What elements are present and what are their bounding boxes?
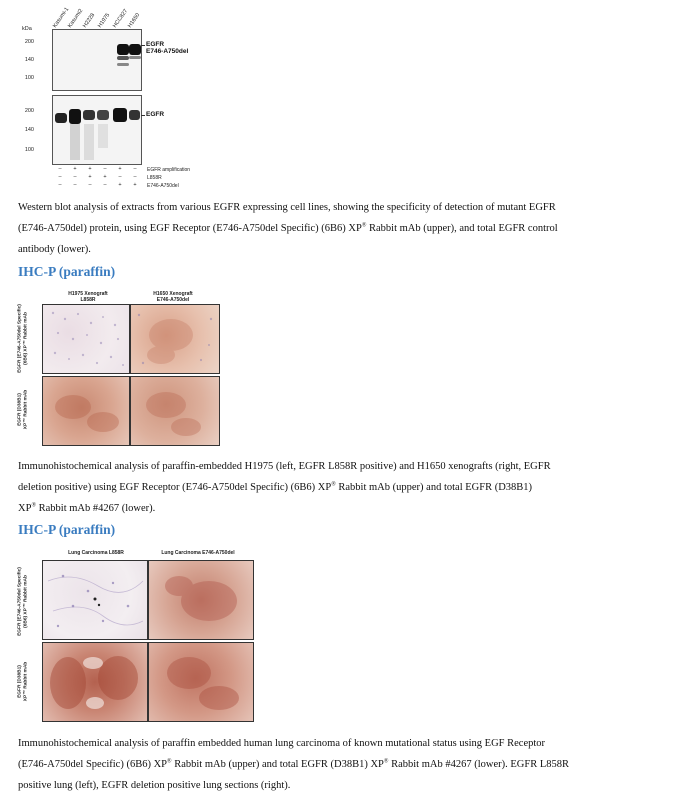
column-title: [133, 291, 213, 303]
row-title-text: [18, 304, 29, 374]
row-title-line: (6B6) XP™ Rabbit mAb: [23, 312, 28, 365]
caption-text: Rabbit mAb #4267 (lower). EGFR L858R: [388, 759, 569, 770]
condition-sign: –: [58, 174, 62, 180]
marker-140-lower: 140: [24, 127, 34, 133]
condition-sign: +: [88, 174, 92, 180]
caption-line: [18, 498, 663, 519]
row-title-line: EGFR (E746-A750del Specific): [17, 304, 23, 373]
caption-line: Western blot analysis of extracts from various EGFR expressing cell lines, showing the specificity of detection of mutant EGFR: [18, 202, 556, 213]
caption-line: [18, 754, 668, 775]
upper-band-label: [146, 41, 188, 55]
kda-label: kDa: [22, 26, 32, 32]
lane-label: Kasumi2: [67, 8, 85, 30]
caption-text: Rabbit mAb (upper) and total EGFR (D38B1): [335, 482, 533, 493]
band-pointer: [141, 45, 145, 46]
band: [69, 109, 81, 124]
ihc2-caption: [18, 733, 668, 796]
condition-sign: –: [73, 182, 77, 188]
registered-mark: ®: [331, 481, 336, 488]
condition-sign: –: [133, 174, 137, 180]
caption-line: [18, 218, 663, 239]
tissue-texture: [43, 377, 129, 445]
caption-text: (E746-A750del Specific) (6B6) XP: [18, 759, 168, 770]
column-title: Lung Carcinoma E746-A750del: [161, 550, 235, 556]
ihc2-figure: [18, 546, 258, 722]
condition-sign: –: [118, 174, 122, 180]
lane-label: H1650: [127, 12, 142, 29]
caption-line: antibody (lower).: [18, 244, 91, 255]
row-title-line: XP™ Rabbit mAb: [23, 389, 28, 430]
column-title-line: H1650 Xenograft: [153, 291, 193, 297]
row-title-line: EGFR (D38B1): [17, 665, 23, 698]
caption-text: deletion positive) using EGF Receptor (E746-A750del Specific) (6B6) XP: [18, 482, 332, 493]
tissue-texture: [131, 377, 219, 445]
lane-label: H1975: [97, 12, 112, 29]
condition-sign: –: [103, 166, 107, 172]
upper-band-label-line: E746-A750del: [146, 48, 189, 55]
tissue-texture: [43, 643, 147, 721]
upper-blot: [52, 29, 142, 91]
condition-sign: –: [103, 182, 107, 188]
column-title-line: H1975 Xenograft: [68, 291, 108, 297]
column-title: Lung Carcinoma L858R: [68, 550, 124, 556]
band: [117, 63, 129, 66]
registered-mark: ®: [383, 758, 389, 765]
lower-band-label: EGFR: [146, 111, 165, 118]
ihc-image-h1650-upper: [130, 304, 220, 374]
caption-line: Immunohistochemical analysis of paraffin-embedded H1975 (left, EGFR L858R positive) and H1650 xenografts (right, EGFR: [18, 461, 551, 472]
marker-100-upper: 100: [24, 75, 34, 81]
caption-text: Rabbit mAb #4267 (lower).: [36, 503, 156, 514]
ihc-image-l858r-lower: [42, 642, 148, 722]
row-title-text: [18, 640, 29, 724]
tissue-texture: [149, 561, 253, 639]
registered-mark: ®: [31, 502, 36, 509]
smear: [98, 124, 108, 148]
condition-sign: +: [88, 166, 92, 172]
band: [129, 56, 141, 59]
row-title-text: [18, 375, 29, 445]
caption-line: Immunohistochemical analysis of paraffin embedded human lung carcinoma of known mutational status using EGF Receptor: [18, 738, 546, 749]
condition-sign: +: [118, 166, 122, 172]
band-pointer: [141, 115, 145, 116]
condition-sign: –: [58, 166, 62, 172]
upper-blot-bands: [53, 30, 141, 90]
row-title-line: (6B6) XP™ Rabbit mAb: [23, 575, 28, 628]
lane-label: Kasumi-1: [52, 6, 71, 29]
row-title-line: XP™ Rabbit mAb: [23, 661, 28, 702]
band: [129, 110, 140, 120]
marker-200-lower: 200: [24, 108, 34, 114]
ihc-image-l858r-upper: [42, 560, 148, 640]
condition-sign: –: [73, 174, 77, 180]
ihc-image-h1650-lower: [130, 376, 220, 446]
tissue-texture: [149, 643, 253, 721]
band: [113, 108, 127, 122]
row-title-line: EGFR (D38B1): [17, 393, 23, 426]
western-blot-figure: [0, 0, 673, 200]
band: [55, 113, 67, 123]
registered-mark: ®: [361, 222, 367, 229]
marker-100-lower: 100: [24, 147, 34, 153]
lane-label: HCC827: [112, 8, 130, 30]
condition-sign: –: [88, 182, 92, 188]
row-title-line: EGFR (E746-A750del Specific): [17, 567, 23, 636]
ihc-image-e746-upper: [148, 560, 254, 640]
smear: [70, 124, 80, 160]
row-title-text: [18, 560, 29, 644]
marker-200-upper: 200: [24, 39, 34, 45]
tissue-texture: [43, 305, 129, 373]
ihc1-caption: [18, 456, 663, 519]
column-title-line: E746-A750del: [156, 297, 190, 303]
caption-line: positive lung (left), EGFR deletion positive lung sections (right).: [18, 780, 291, 791]
ihc-image-h1975-upper: [42, 304, 130, 374]
lower-blot-bands: [53, 96, 141, 164]
smear: [84, 124, 94, 160]
condition-sign: –: [58, 182, 62, 188]
tissue-texture: [43, 561, 147, 639]
caption-line: [18, 477, 663, 498]
column-title-line: L858R: [80, 297, 96, 303]
tissue-texture: [131, 305, 219, 373]
condition-sign: +: [73, 166, 77, 172]
condition-sign: –: [133, 166, 137, 172]
column-title: [48, 291, 128, 303]
ihc1-figure: [18, 288, 228, 446]
section-heading: IHC-P (paraffin): [18, 522, 116, 537]
caption-text: Rabbit mAb (upper), and total EGFR control: [366, 223, 558, 234]
lane-label: H2228: [82, 12, 97, 29]
caption-text: Rabbit mAb (upper) and total EGFR (D38B1) XP: [171, 759, 384, 770]
caption-text: (E746-A750del) protein, using EGF Receptor (E746-A750del Specific) (6B6) XP: [18, 223, 362, 234]
marker-140-upper: 140: [24, 57, 34, 63]
condition-sign: +: [103, 174, 107, 180]
ihc-image-e746-lower: [148, 642, 254, 722]
section-heading: IHC-P (paraffin): [18, 264, 116, 279]
western-blot-caption: [18, 197, 663, 260]
band: [97, 110, 109, 120]
ihc-image-h1975-lower: [42, 376, 130, 446]
condition-label: E746-A750del: [147, 183, 179, 189]
band: [129, 44, 141, 55]
condition-label: EGFR amplification: [147, 167, 191, 173]
condition-sign: +: [118, 182, 122, 188]
condition-sign: +: [133, 182, 137, 188]
caption-text: XP: [18, 503, 32, 514]
registered-mark: ®: [167, 758, 172, 765]
lower-blot: [52, 95, 142, 165]
band: [117, 44, 129, 55]
condition-label: L858R: [147, 175, 162, 181]
band: [83, 110, 95, 120]
band: [117, 56, 129, 60]
upper-band-label-line: EGFR: [146, 41, 165, 48]
